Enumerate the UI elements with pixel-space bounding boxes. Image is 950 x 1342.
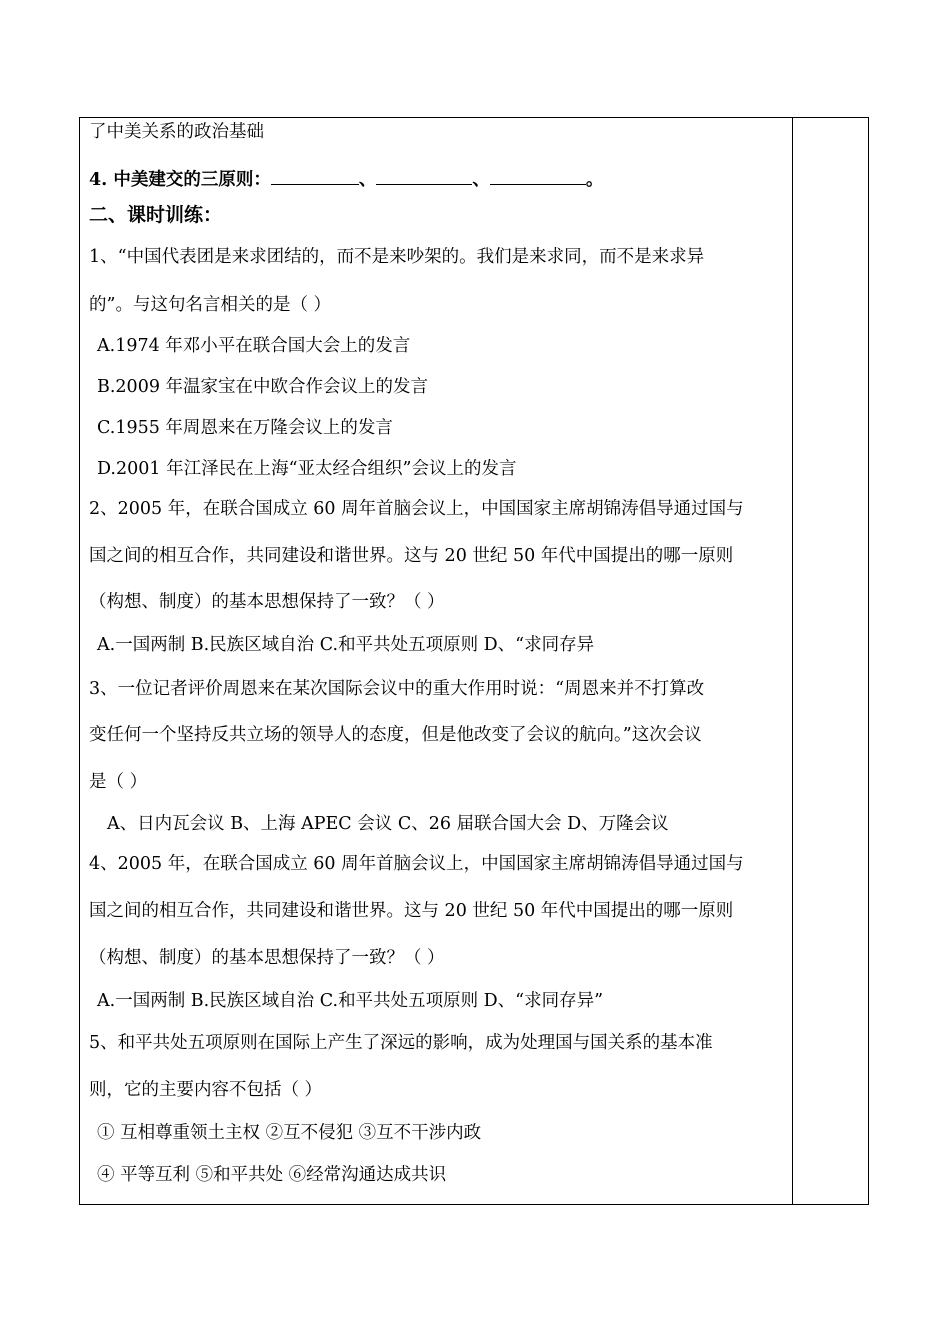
principles-question: [89, 166, 603, 192]
q1-option-b: B.2009 年温家宝在中欧合作会议上的发言: [97, 377, 429, 397]
q3-line-2: 变任何一个坚持反共立场的领导人的态度，但是他改变了会议的航向。”这次会议: [89, 725, 702, 745]
q5-line-1: 5、和平共处五项原则在国际上产生了深远的影响，成为处理国与国关系的基本准: [89, 1033, 713, 1053]
q1-option-a: A.1974 年邓小平在联合国大会上的发言: [97, 336, 411, 356]
q2-line-2: 国之间的相互合作，共同建设和谐世界。这与 20 世纪 50 年代中国提出的哪一原则: [89, 546, 734, 566]
q2-line-1: 2、2005 年，在联合国成立 60 周年首脑会议上，中国国家主席胡锦涛倡导通过国与: [89, 499, 744, 519]
principles-separator: 、: [472, 170, 490, 190]
q5-line-2: 则，它的主要内容不包括（ ）: [89, 1080, 323, 1100]
q1-option-d: D.2001 年江泽民在上海“亚太经合组织”会议上的发言: [97, 459, 517, 479]
q2-options: A.一国两制 B.民族区域自治 C.和平共处五项原则 D、“求同存异: [97, 635, 595, 655]
q4-line-2: 国之间的相互合作，共同建设和谐世界。这与 20 世纪 50 年代中国提出的哪一原则: [89, 901, 734, 921]
q5-options-row-1: ① 互相尊重领土主权 ②互不侵犯 ③互不干涉内政: [97, 1123, 482, 1143]
principles-blank-3[interactable]: [490, 166, 586, 185]
intro-tail-text: 了中美关系的政治基础: [89, 122, 264, 142]
q2-line-3: （构想、制度）的基本思想保持了一致？（ ）: [89, 592, 445, 612]
q1-line-2: 的”。与这句名言相关的是（ ）: [89, 295, 332, 315]
q3-line-1: 3、一位记者评价周恩来在某次国际会议中的重大作用时说：“周恩来并不打算改: [89, 679, 705, 699]
q1-line-1: 1、“中国代表团是来求团结的，而不是来吵架的。我们是来求同，而不是来求异: [89, 247, 705, 267]
q5-options-row-2: ④ 平等互利 ⑤和平共处 ⑥经常沟通达成共识: [97, 1165, 447, 1185]
principles-blank-2[interactable]: [376, 166, 472, 185]
q4-line-3: （构想、制度）的基本思想保持了一致？（ ）: [89, 948, 445, 968]
q3-line-3: 是（ ）: [89, 772, 148, 792]
principles-label: 4. 中美建交的三原则：: [89, 170, 271, 190]
principles-blank-1[interactable]: [271, 166, 359, 185]
q3-options: A、日内瓦会议 B、上海 APEC 会议 C、26 届联合国大会 D、万隆会议: [107, 814, 669, 834]
principles-end-mark: 。: [585, 170, 604, 190]
q4-line-1: 4、2005 年，在联合国成立 60 周年首脑会议上，中国国家主席胡锦涛倡导通过国与: [89, 854, 744, 874]
q4-options: A.一国两制 B.民族区域自治 C.和平共处五项原则 D、“求同存异”: [97, 991, 604, 1011]
section-heading: 二、课时训练：: [89, 204, 223, 226]
table-column-divider: [792, 117, 793, 1205]
q1-option-c: C.1955 年周恩来在万隆会议上的发言: [97, 418, 393, 438]
principles-separator: 、: [358, 170, 377, 190]
